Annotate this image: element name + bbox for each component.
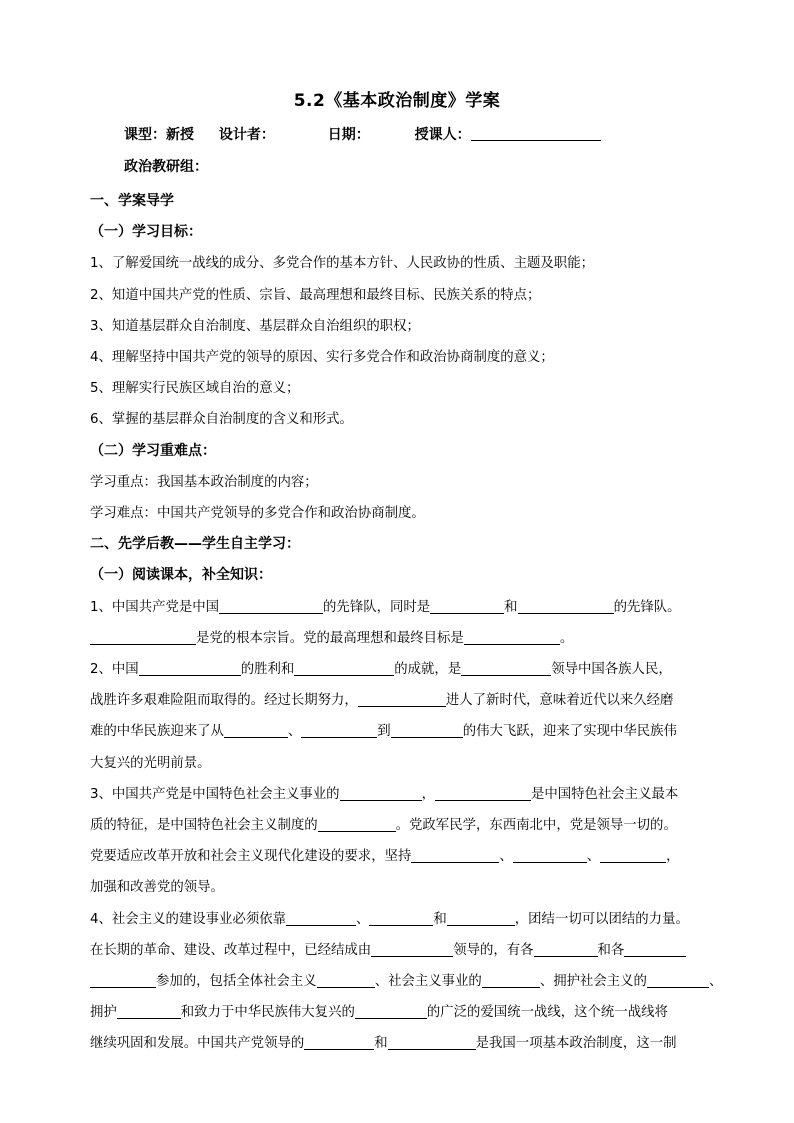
meta-line bbox=[124, 124, 601, 144]
subheading-reading: （一）阅读课本，补全知识： bbox=[90, 567, 272, 584]
fill-blank[interactable] bbox=[224, 722, 288, 738]
section-heading-2: 二、先学后教——学生自主学习： bbox=[90, 536, 300, 553]
question-3-line-4: 加强和改善党的领导。 bbox=[90, 880, 224, 896]
fill-blank[interactable] bbox=[301, 722, 377, 738]
difficult-point: 学习难点：中国共产党领导的多党合作和政治协商制度。 bbox=[90, 506, 425, 522]
subheading-goals: （一）学习目标： bbox=[90, 224, 202, 241]
fill-blank[interactable] bbox=[411, 847, 499, 863]
question-4-line-4: 拥护 和致力于中华民族伟大复兴的 的广泛的爱国统一战线，这个统一战线将 bbox=[90, 1005, 668, 1021]
question-3-line-3: 党要适应改革开放和社会主义现代化建设的要求，坚持 、 、 ， bbox=[90, 849, 680, 865]
fill-blank[interactable] bbox=[90, 972, 156, 988]
course-type: 课型：新授 bbox=[124, 127, 194, 143]
fill-blank[interactable] bbox=[435, 785, 531, 801]
question-3-line-2: 质的特征，是中国特色社会主义制度的 。党政军民学，东西南北中，党是领导一切的。 bbox=[90, 818, 677, 834]
subheading-key-points: （二）学习重难点： bbox=[90, 442, 216, 459]
fill-blank[interactable] bbox=[513, 847, 587, 863]
designer-label: 设计者： bbox=[218, 127, 275, 143]
fill-blank[interactable] bbox=[369, 910, 433, 926]
question-1-line-2: 是党的根本宗旨。党的最高理想和最终目标是 。 bbox=[90, 623, 706, 654]
question-1-line-1: 1、中国共产党是中国 的先锋队，同时是 和 的先锋队。 bbox=[90, 599, 681, 615]
question-4-line-1: 4、社会主义的建设事业必须依靠 、 和 ，团结一切可以团结的力量。 bbox=[90, 911, 689, 927]
fill-blank[interactable] bbox=[294, 660, 394, 676]
fill-blank[interactable] bbox=[388, 1034, 476, 1050]
fill-blank[interactable] bbox=[219, 598, 323, 614]
fill-blank[interactable] bbox=[139, 660, 241, 676]
goal-item: 3、知道基层群众自治制度、基层群众自治组织的职权； bbox=[90, 318, 420, 334]
question-3-line-1: 3、中国共产党是中国特色社会主义事业的 ， 是中国特色社会主义最本 bbox=[90, 786, 679, 802]
goal-item: 2、知道中国共产党的性质、宗旨、最高理想和最终目标、民族关系的特点； bbox=[90, 287, 541, 303]
fill-blank[interactable] bbox=[430, 598, 504, 614]
goal-item: 1、了解爱国统一战线的成分、多党合作的基本方针、人民政协的性质、主题及职能； bbox=[90, 256, 594, 272]
teacher-label: 授课人： bbox=[414, 127, 471, 143]
question-4-line-2: 在长期的革命、建设、改革过程中，已经结成由 领导的，有各 和各 bbox=[90, 935, 706, 966]
fill-blank[interactable] bbox=[391, 722, 463, 738]
goal-item: 5、理解实行民族区域自治的意义； bbox=[90, 381, 300, 397]
fill-blank[interactable] bbox=[624, 941, 686, 957]
fill-blank[interactable] bbox=[340, 785, 422, 801]
question-2-line-4: 大复兴的光明前景。 bbox=[90, 755, 211, 771]
fill-blank[interactable] bbox=[461, 660, 551, 676]
question-2-line-2: 战胜许多艰难险阻而取得的。经过长期努力， 进人了新时代，意味着近代以来久经磨 bbox=[90, 693, 674, 709]
fill-blank[interactable] bbox=[600, 847, 666, 863]
question-4-line-5: 继续巩固和发展。中国共产党领导的 和 是我国一项基本政治制度，这一制 bbox=[90, 1036, 677, 1052]
fill-blank[interactable] bbox=[355, 1003, 427, 1019]
fill-blank[interactable] bbox=[117, 1003, 181, 1019]
fill-blank[interactable] bbox=[371, 941, 453, 957]
fill-blank[interactable] bbox=[647, 972, 709, 988]
goal-item: 4、理解坚持中国共产党的领导的原因、实行多党合作和政治协商制度的意义； bbox=[90, 350, 554, 366]
question-2-line-3: 难的中华民族迎来了从 、 到 的伟大飞跃，迎来了实现中华民族伟 bbox=[90, 724, 677, 740]
goal-item: 6、掌握的基层群众自治制度的含义和形式。 bbox=[90, 412, 353, 428]
fill-blank[interactable] bbox=[317, 972, 375, 988]
fill-blank[interactable] bbox=[286, 910, 356, 926]
teacher-blank bbox=[471, 126, 601, 141]
section-heading-1: 一、学案导学 bbox=[90, 193, 174, 209]
fill-blank[interactable] bbox=[534, 941, 598, 957]
fill-blank[interactable] bbox=[358, 691, 446, 707]
fill-blank[interactable] bbox=[447, 910, 515, 926]
fill-blank[interactable] bbox=[518, 598, 614, 614]
fill-blank[interactable] bbox=[304, 1034, 374, 1050]
page-title: 5.2《基本政治制度》学案 bbox=[293, 91, 501, 111]
document-body bbox=[90, 186, 723, 1060]
fill-blank[interactable] bbox=[90, 629, 196, 645]
group-label: 政治教研组： bbox=[124, 159, 208, 175]
question-4-line-3: 参加的，包括全体社会主义 、社会主义事业的 、拥护社会主义的 、 bbox=[90, 966, 706, 997]
key-point: 学习重点：我国基本政治制度的内容； bbox=[90, 474, 318, 490]
fill-blank[interactable] bbox=[482, 972, 540, 988]
question-2-line-1: 2、中国 的胜利和 的成就，是 领导中国各族人民， bbox=[90, 662, 672, 678]
fill-blank[interactable] bbox=[318, 816, 396, 832]
fill-blank[interactable] bbox=[464, 629, 560, 645]
date-label: 日期： bbox=[327, 127, 370, 143]
